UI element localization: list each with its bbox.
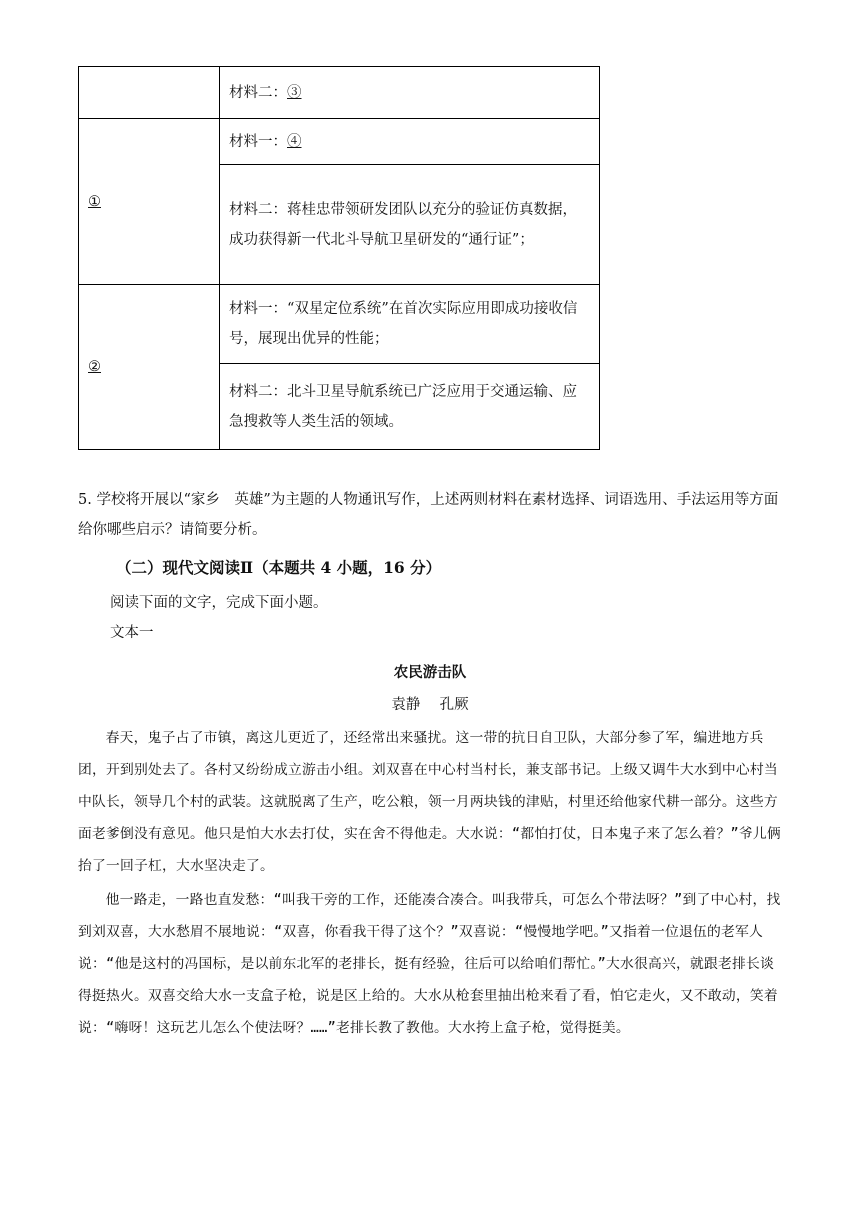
author: 袁静 bbox=[391, 697, 421, 713]
author: 孔厥 bbox=[439, 697, 469, 713]
table-cell: 材料一：“双星定位系统”在首次实际应用即成功接收信号，展现出优异的性能； bbox=[220, 285, 600, 364]
blank-1: ① bbox=[88, 193, 101, 210]
table-cell bbox=[220, 67, 600, 119]
article-authors bbox=[0, 690, 860, 720]
article-title: 农民游击队 bbox=[393, 664, 467, 681]
paragraph-1: 春天，鬼子占了市镇，离这儿更近了，还经常出来骚扰。这一带的抗日自卫队，大部分参了军，编进地方兵团，开到别处去了。各村又纷纷成立游击小组。刘双喜在中心村当村长，兼支部书记。上级又调牛大水到中心村当中队长，领导几个村的武装。这就脱离了生产，吃公粮，领一月两块钱的津贴，村里还给他家代耕一部分。这些方面老爹倒没有意见。他只是怕大水去打仗，实在舍不得他走。大水说：“都怕打仗，日本鬼子来了怎么着？”爷儿俩抬了一回子杠，大水坚决走了。 bbox=[78, 730, 781, 874]
table-row-label-2 bbox=[79, 285, 220, 450]
instruction: 阅读下面的文字，完成下面小题。 bbox=[110, 595, 328, 611]
table-row-label-1 bbox=[79, 119, 220, 285]
table-cell: 材料二：蒋桂忠带领研发团队以充分的验证仿真数据，成功获得新一代北斗导航卫星研发的“通行证”； bbox=[220, 165, 600, 285]
table-row-label bbox=[79, 67, 220, 119]
blank-4: ④ bbox=[287, 133, 302, 150]
answer-table bbox=[78, 66, 600, 450]
paragraph-2: 他一路走，一路也直发愁：“叫我干旁的工作，还能凑合凑合。叫我带兵，可怎么个带法呀？”到了中心村，找到刘双喜，大水愁眉不展地说：“双喜，你看我干得了这个？”双喜说：“慢慢地学吧。”又指着一位退伍的老军人说：“他是这村的冯国标，是以前东北军的老排长，挺有经验，往后可以给咱们帮忙。”大水很高兴，就跟老排长谈得挺热火。双喜交给大水一支盒子枪，说是区上给的。大水从枪套里抽出枪来看了看，怕它走火，又不敢动，笑着说：“嗨呀！这玩艺儿怎么个使法呀？……”老排长教了教他。大水挎上盒子枪，觉得挺美。 bbox=[78, 892, 781, 1036]
cell-prefix: 材料二： bbox=[229, 84, 287, 101]
table-cell bbox=[220, 119, 600, 165]
cell-prefix: 材料一： bbox=[229, 133, 287, 150]
section-heading: （二）现代文阅读Ⅱ（本题共 4 小题，16 分） bbox=[116, 558, 442, 577]
blank-3: ③ bbox=[287, 84, 302, 101]
question-5: 5. 学校将开展以“家乡 英雄”为主题的人物通讯写作，上述两则材料在素材选择、词语选用、手法运用等方面给你哪些启示？请简要分析。 bbox=[78, 492, 779, 538]
table-cell: 材料二：北斗卫星导航系统已广泛应用于交通运输、应急搜救等人类生活的领域。 bbox=[220, 364, 600, 450]
blank-2: ② bbox=[88, 359, 101, 375]
text-label: 文本一 bbox=[110, 625, 154, 641]
